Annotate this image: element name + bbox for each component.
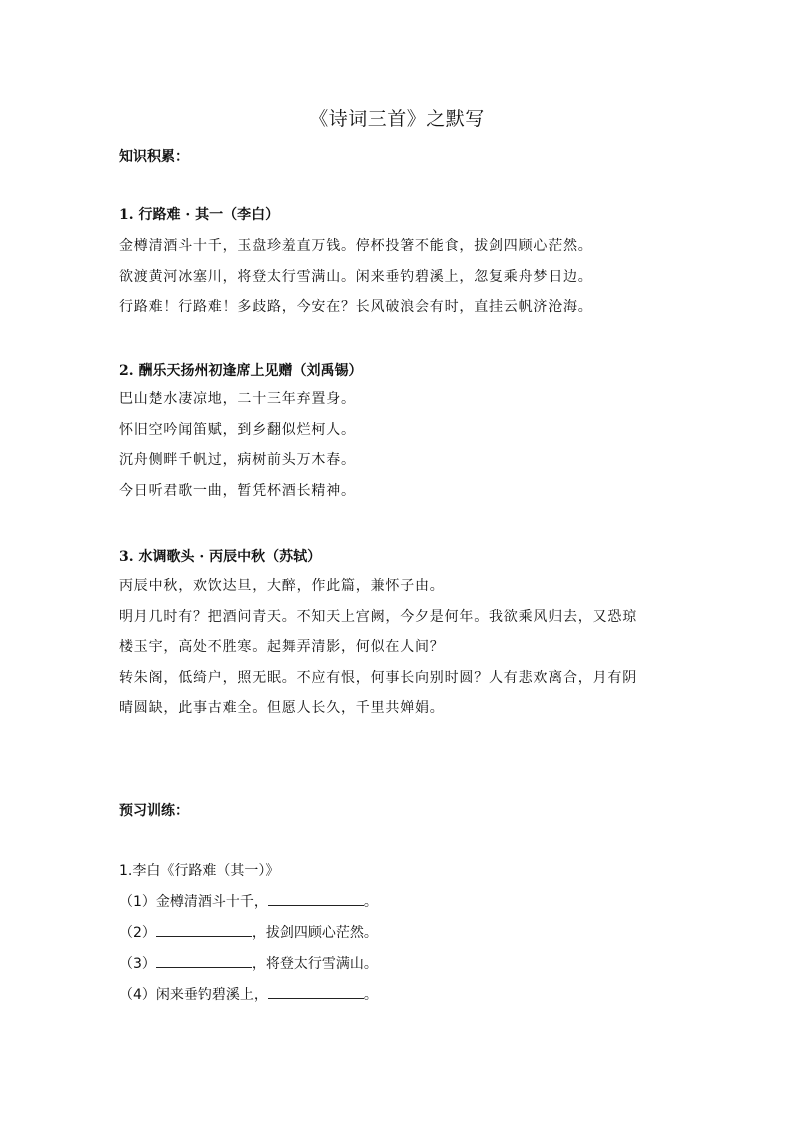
poem-line: 今日听君歌一曲，暂凭杯酒长精神。 (119, 482, 356, 499)
exercise-heading: 1.李白《行路难（其一）》 (119, 863, 280, 879)
poem-heading: 2. 酬乐天扬州初逢席上见赠（刘禹锡） (119, 363, 363, 379)
item-number: （4） (119, 987, 156, 1003)
item-number: （1） (119, 894, 156, 910)
page-title: 《诗词三首》之默写 (309, 108, 485, 130)
practice-heading: 预习训练： (119, 803, 189, 819)
knowledge-heading: 知识积累： (119, 149, 189, 165)
exercise-1 (119, 856, 689, 1011)
poem-1 (119, 204, 689, 323)
item-number: （2） (119, 925, 156, 941)
poem-line: 明月几时有？把酒问青天。不知天上宫阙，今夕是何年。我欲乘风归去，又恐琼 (119, 608, 637, 625)
poem-3 (119, 546, 689, 724)
exercise-item (119, 980, 689, 1011)
item-number: （3） (119, 956, 156, 972)
poem-line: 沉舟侧畔千帆过，病树前头万木春。 (119, 452, 356, 468)
poem-line: 行路难！行路难！多歧路，今安在？长风破浪会有时，直挂云帆济沧海。 (119, 299, 593, 315)
item-text-after: 。 (363, 894, 378, 910)
exercise-item (119, 949, 689, 980)
answer-blank[interactable] (268, 891, 364, 906)
exercise-item (119, 887, 689, 918)
item-text-after: 。 (363, 987, 378, 1003)
poem-line: 丙辰中秋，欢饮达旦，大醉，作此篇，兼怀子由。 (119, 578, 445, 594)
item-text-before: 闲来垂钓碧溪上， (155, 987, 268, 1003)
poem-line: 金樽清酒斗十千，玉盘珍羞直万钱。停杯投箸不能食，拔剑四顾心茫然。 (119, 238, 593, 254)
poem-2 (119, 360, 689, 506)
poem-line: 欲渡黄河冰塞川，将登太行雪满山。闲来垂钓碧溪上，忽复乘舟梦日边。 (119, 268, 593, 285)
item-text-after: ，拔剑四顾心茫然。 (251, 925, 378, 941)
poem-line: 晴圆缺，此事古难全。但愿人长久，千里共婵娟。 (119, 700, 445, 716)
item-text-before: 金樽清酒斗十千， (155, 894, 268, 910)
poem-heading: 3. 水调歌头 · 丙辰中秋（苏轼） (119, 549, 322, 565)
exercise-item (119, 918, 689, 949)
poem-line: 怀旧空吟闻笛赋，到乡翻似烂柯人。 (119, 421, 356, 438)
practice-section-heading-block (119, 800, 689, 822)
knowledge-section-heading-block (119, 146, 689, 168)
item-text-after: ，将登太行雪满山。 (251, 956, 378, 972)
answer-blank[interactable] (156, 953, 252, 968)
answer-blank[interactable] (156, 922, 252, 937)
answer-blank[interactable] (268, 984, 364, 999)
poem-line: 楼玉宇，高处不胜寒。起舞弄清影，何似在人间？ (119, 639, 445, 655)
poem-line: 巴山楚水凄凉地，二十三年弃置身。 (119, 391, 356, 407)
poem-line: 转朱阁，低绮户，照无眠。不应有恨，何事长向别时圆？人有悲欢离合，月有阴 (119, 669, 637, 686)
poem-heading: 1. 行路难 · 其一（李白） (119, 207, 280, 223)
